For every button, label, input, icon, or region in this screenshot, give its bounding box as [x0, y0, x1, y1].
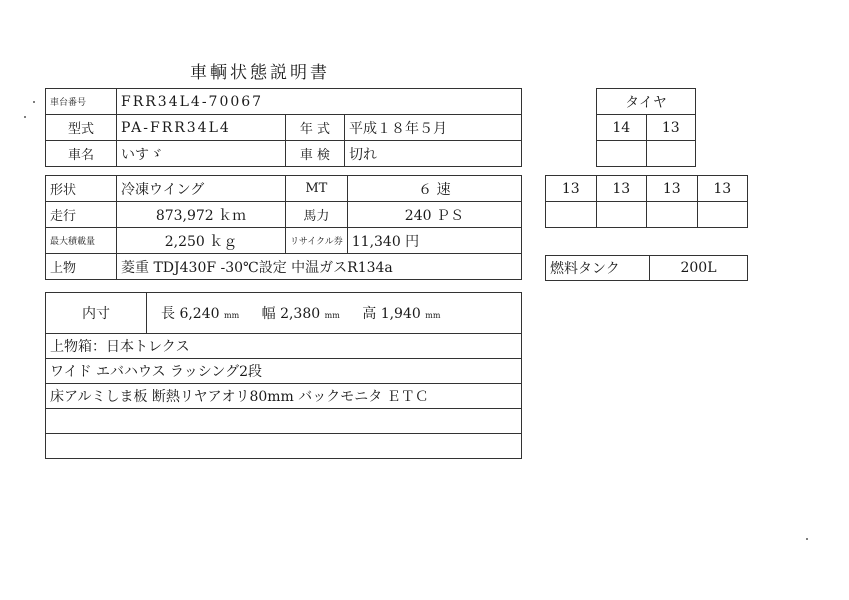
- length-value: 6,240: [179, 306, 220, 322]
- scan-speck: [24, 116, 26, 118]
- tire-front-table: [596, 88, 696, 167]
- tire-rear-4: 13: [697, 176, 748, 202]
- payload-label: 最大積載量: [46, 228, 117, 254]
- tire-blank-cell: [597, 141, 647, 167]
- shape-value: 冷凍ウイング: [117, 176, 286, 202]
- mileage-unit: ｋｍ: [218, 207, 247, 224]
- note-line: ワイド エバハウス ラッシング2段: [46, 359, 522, 384]
- note-line: 床アルミしま板 断熱リヤアオリ80mm バックモニタ ＥＴＣ: [46, 384, 522, 409]
- width-label: 幅: [261, 306, 276, 322]
- dimensions-label: 内寸: [46, 293, 147, 334]
- tire-rear-blank-row: [546, 202, 748, 228]
- tire-label: タイヤ: [597, 89, 696, 115]
- inspection-label: 車 検: [286, 141, 345, 167]
- fuel-label: 燃料タンク: [546, 256, 650, 281]
- tire-front-left: 14: [597, 115, 647, 141]
- maker-label: 車名: [46, 141, 117, 167]
- tire-rear-1: 13: [546, 176, 597, 202]
- note-row: [46, 409, 522, 434]
- height-label: 高: [362, 306, 377, 322]
- tire-blank-cell: [596, 202, 647, 228]
- chassis-value: FRR34L4-70067: [117, 89, 522, 115]
- mileage-row: [46, 202, 522, 228]
- chassis-row: [46, 89, 522, 115]
- mileage-value: 873,972: [155, 207, 214, 224]
- fuel-value: 200L: [650, 256, 748, 281]
- fuel-table: [545, 255, 748, 281]
- shape-label: 形状: [46, 176, 117, 202]
- mileage-label: 走行: [46, 202, 117, 228]
- note-line: [46, 434, 522, 459]
- tire-front-blank-row: [597, 141, 696, 167]
- payload-unit: ｋｇ: [209, 233, 238, 250]
- payload-row: [46, 228, 522, 254]
- body-label: 上物: [46, 254, 117, 280]
- tire-blank-cell: [697, 202, 748, 228]
- document-title: 車輌状態説明書: [190, 63, 330, 83]
- tire-blank-cell: [646, 141, 696, 167]
- body-value: 菱重 TDJ430F -30℃設定 中温ガスR134a: [117, 254, 522, 280]
- model-label: 型式: [46, 115, 117, 141]
- payload-value: 2,250: [164, 233, 205, 250]
- power-value: 240 ＰＳ: [347, 202, 521, 228]
- dimensions-notes-table: [45, 292, 522, 459]
- note-row: [46, 384, 522, 409]
- tire-blank-cell: [647, 202, 698, 228]
- model-value: PA-FRR34L4: [117, 115, 286, 141]
- chassis-label: 車台番号: [46, 89, 117, 115]
- tire-rear-table: [545, 175, 748, 228]
- tire-rear-row: [546, 176, 748, 202]
- tire-rear-3: 13: [647, 176, 698, 202]
- recycle-label: リサイクル券: [286, 228, 348, 254]
- height-unit: mm: [425, 311, 441, 320]
- scan-speck: [33, 101, 35, 103]
- height-value: 1,940: [380, 306, 421, 322]
- model-row: [46, 115, 522, 141]
- fuel-row: [546, 256, 748, 281]
- tire-blank-cell: [546, 202, 597, 228]
- year-label: 年 式: [286, 115, 345, 141]
- tire-header-row: [597, 89, 696, 115]
- payload-cell: [117, 228, 286, 254]
- trans-label: MT: [286, 176, 348, 202]
- tire-front-row: [597, 115, 696, 141]
- length-label: 長: [161, 306, 175, 322]
- shape-row: [46, 176, 522, 202]
- length-unit: mm: [224, 311, 240, 320]
- dimensions-row: [46, 293, 522, 334]
- body-row: [46, 254, 522, 280]
- note-row: [46, 359, 522, 384]
- note-line: 上物箱：日本トレクス: [46, 334, 522, 359]
- width-unit: mm: [324, 311, 340, 320]
- dimensions-values: [147, 293, 522, 334]
- tire-rear-2: 13: [596, 176, 647, 202]
- spec-table: [45, 175, 522, 280]
- width-value: 2,380: [280, 306, 321, 322]
- trans-value: ６ 速: [347, 176, 521, 202]
- maker-row: [46, 141, 522, 167]
- maker-value: いすゞ: [117, 141, 286, 167]
- note-row: [46, 334, 522, 359]
- tire-front-right: 13: [646, 115, 696, 141]
- scan-speck: [806, 538, 808, 540]
- note-row: [46, 434, 522, 459]
- year-value: 平成１８年５月: [345, 115, 522, 141]
- power-label: 馬力: [286, 202, 348, 228]
- recycle-value: 11,340 円: [347, 228, 521, 254]
- note-line: [46, 409, 522, 434]
- vehicle-id-table: [45, 88, 522, 167]
- inspection-value: 切れ: [345, 141, 522, 167]
- mileage-cell: [117, 202, 286, 228]
